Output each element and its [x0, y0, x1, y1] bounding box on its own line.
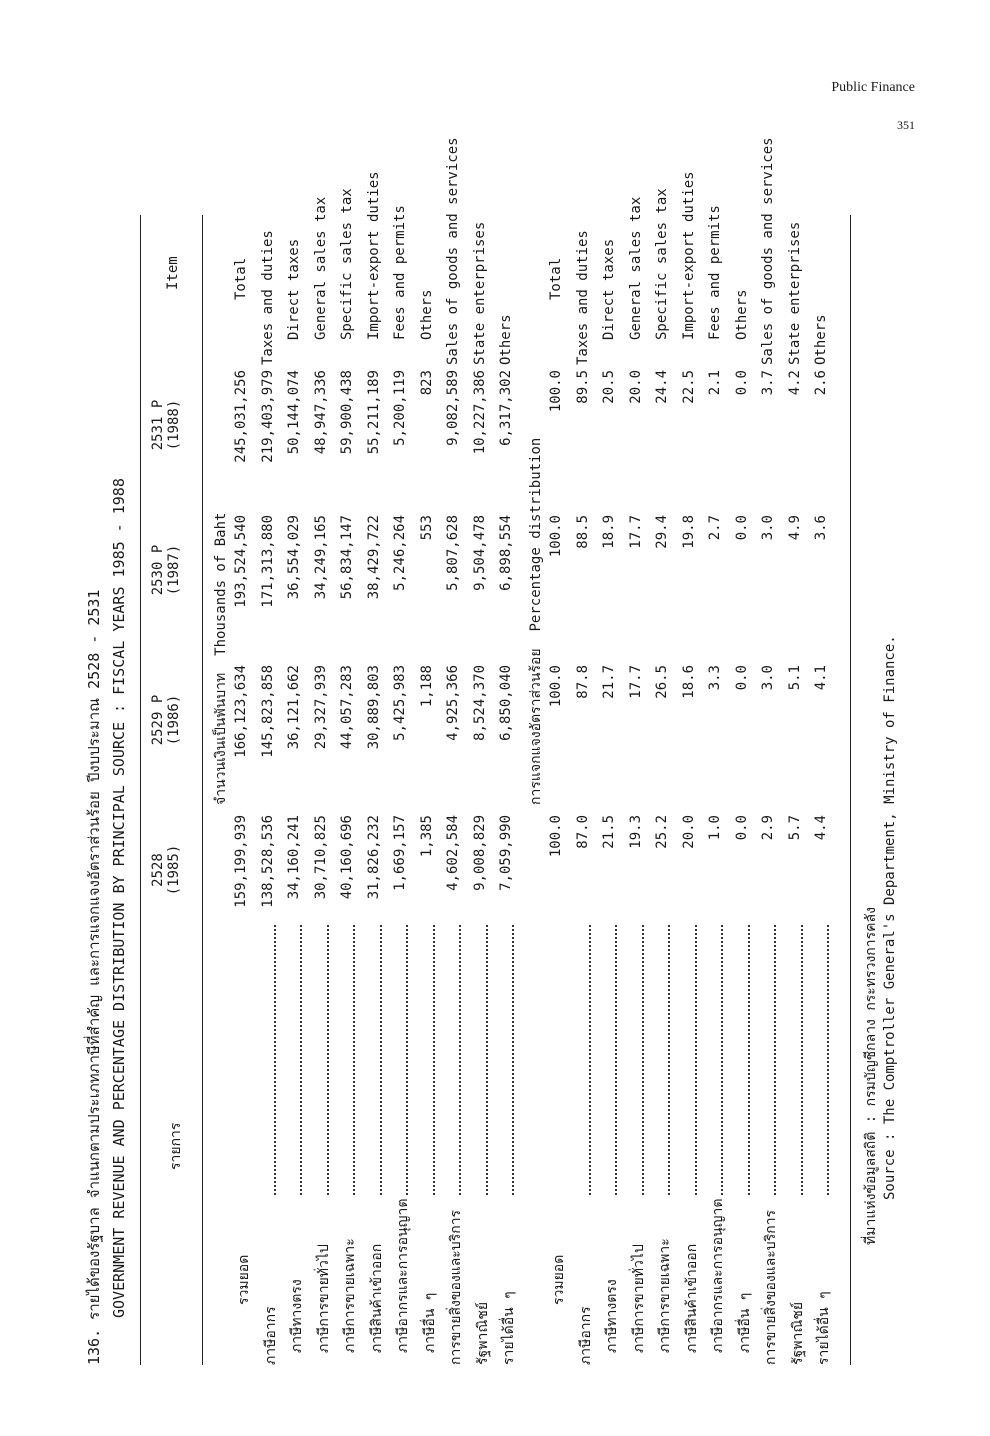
table-cell: 34,249,165 — [312, 515, 329, 600]
page-number: 351 — [897, 118, 915, 132]
table-cell: 30,889,803 — [365, 665, 382, 750]
table-cell: 2.6 — [813, 370, 829, 396]
year-header-1986: 2529 P (1986) — [150, 694, 182, 746]
table-cell: 5.1 — [786, 665, 803, 691]
row-label-thai: การขายสิ่งของและบริการ — [448, 1209, 464, 1365]
year-header-1988: 2531 P (1988) — [150, 399, 182, 451]
table-cell: 88.5 — [574, 515, 591, 549]
table-cell: 87.0 — [574, 815, 591, 849]
table-cell: 0.0 — [733, 515, 750, 541]
section-values-caption: จำนวนเงินเป็นพันบาท Thousands of Baht — [213, 512, 229, 805]
row-label-english: Others — [733, 289, 750, 340]
source-english: Source : The Comptroller General's Department, Ministry of Finance. — [882, 635, 898, 1200]
table-cell: 21.5 — [601, 815, 617, 849]
leader-dots — [394, 925, 408, 1195]
table-cell: 1,188 — [418, 665, 435, 708]
row-label-thai: ภาษีทางตรง — [289, 1279, 305, 1353]
table-cell: 2.7 — [707, 515, 723, 541]
table-cell: 9,504,478 — [471, 515, 488, 591]
leader-dots — [368, 925, 382, 1195]
table-cell: 19.3 — [627, 815, 644, 849]
table-cell: 0.0 — [733, 665, 750, 691]
table-cell: 166,123,634 — [233, 665, 249, 758]
leader-dots — [762, 925, 776, 1195]
row-label-english: Specific sales tax — [339, 188, 355, 340]
row-label-thai: ภาษีสินค้าเข้าออก — [683, 1243, 700, 1353]
row-label-thai: รายได้อื่น ๆ — [501, 1291, 517, 1365]
row-label-thai: ภาษีการขายเฉพาะ — [657, 1238, 673, 1353]
header-rule — [202, 215, 203, 1365]
table-cell: 4.4 — [813, 815, 829, 841]
leader-dots — [447, 925, 461, 1195]
table-cell: 36,554,029 — [286, 515, 302, 600]
leader-dots — [709, 925, 723, 1195]
table-cell: 9,008,829 — [471, 815, 488, 891]
english-item-header: Item — [165, 256, 181, 290]
section-name: Public Finance — [831, 80, 915, 95]
leader-dots — [421, 925, 435, 1195]
table-cell: 56,834,147 — [339, 515, 355, 600]
row-label-english: Fees and permits — [392, 205, 408, 340]
table-cell: 50,144,074 — [286, 370, 302, 455]
title-thai-text: รายได้ของรัฐบาล จำแนกตามประเภทภาษีที่สำคัญ และการแจกแจงอัตราส่วนร้อย ปีงบประมาณ 2528 - 2531 — [85, 589, 103, 1320]
table-cell: 100.0 — [548, 515, 564, 558]
table-cell: 1,385 — [418, 815, 435, 858]
table-cell: 4.1 — [813, 665, 829, 691]
table-cell: 245,031,256 — [233, 370, 249, 463]
row-label-english: Direct taxes — [286, 238, 302, 340]
row-label-thai: รัฐพาณิชย์ — [789, 1301, 806, 1365]
row-label-english: General sales tax — [312, 196, 329, 340]
leader-dots — [315, 925, 329, 1195]
table-cell: 89.5 — [574, 370, 591, 404]
table-cell: 5,425,983 — [392, 665, 408, 741]
row-label-thai: ภาษีอากร — [262, 1306, 279, 1365]
leader-dots — [736, 925, 750, 1195]
row-label-english: Sales of goods and services — [760, 137, 776, 365]
table-cell: 5,246,264 — [392, 515, 408, 591]
table-cell: 44,057,283 — [339, 665, 355, 750]
leader-dots — [341, 925, 355, 1195]
row-label-thai: ภาษีการขายทั่วไป — [315, 1244, 332, 1353]
thai-item-header: รายการ — [168, 1122, 184, 1170]
table-cell: 100.0 — [548, 815, 564, 858]
table-cell: 0.0 — [733, 815, 750, 841]
table-cell: 3.3 — [707, 665, 723, 691]
table-cell: 29,327,939 — [312, 665, 329, 750]
table-cell: 25.2 — [654, 815, 670, 849]
top-rule — [140, 215, 141, 1365]
table-cell: 553 — [418, 515, 435, 541]
row-label-thai: ภาษีการขายเฉพาะ — [342, 1238, 358, 1353]
table-cell: 4,602,584 — [445, 815, 461, 891]
table-cell: 5,200,119 — [392, 370, 408, 446]
table-cell: 34,160,241 — [286, 815, 302, 900]
table-cell: 6,850,040 — [498, 665, 514, 741]
table-cell: 36,121,662 — [286, 665, 302, 750]
table-cell: 5.7 — [786, 815, 803, 841]
row-label-thai: รวมยอด — [551, 1254, 567, 1305]
table-cell: 17.7 — [627, 665, 644, 699]
table-cell: 0.0 — [733, 370, 750, 396]
table-cell: 3.0 — [760, 665, 776, 691]
table-cell: 20.0 — [627, 370, 644, 404]
leader-dots — [288, 925, 302, 1195]
table-cell: 823 — [418, 370, 435, 396]
row-label-thai: ภาษีอากร — [577, 1306, 594, 1365]
table-cell: 2.1 — [707, 370, 723, 396]
table-cell: 1.0 — [707, 815, 723, 841]
table-number: 136. — [85, 1328, 103, 1365]
leader-dots — [603, 925, 617, 1195]
row-label-english: State enterprises — [786, 221, 803, 365]
row-label-english: Sales of goods and services — [445, 137, 461, 365]
row-label-thai: รัฐพาณิชย์ — [474, 1301, 491, 1365]
table-cell: 40,160,696 — [339, 815, 355, 900]
row-label-thai: ภาษีอากรและการอนุญาต — [710, 1198, 726, 1353]
table-cell: 1,669,157 — [392, 815, 408, 891]
table-cell: 18.6 — [680, 665, 697, 699]
row-label-english: Taxes and duties — [574, 230, 591, 365]
row-label-thai: ภาษีทางตรง — [604, 1279, 620, 1353]
row-label-thai: ภาษีสินค้าเข้าออก — [368, 1243, 385, 1353]
table-cell: 4.9 — [786, 515, 803, 541]
row-label-english: Others — [498, 314, 514, 365]
table-cell: 24.4 — [654, 370, 670, 404]
table-cell: 171,313,880 — [259, 515, 276, 608]
row-label-english: Import-export duties — [365, 171, 382, 340]
row-label-thai: ภาษีอื่น ๆ — [421, 1292, 438, 1353]
rotated-table-page — [70, 85, 920, 1365]
table-cell: 29.4 — [654, 515, 670, 549]
row-label-english: State enterprises — [471, 221, 488, 365]
table-cell: 8,524,370 — [471, 665, 488, 741]
row-label-thai: ภาษีอื่น ๆ — [736, 1292, 753, 1353]
table-cell: 22.5 — [680, 370, 697, 404]
table-cell: 145,823,858 — [259, 665, 276, 758]
table-cell: 4.2 — [786, 370, 803, 396]
leader-dots — [815, 925, 829, 1195]
row-label-english: Others — [813, 314, 829, 365]
table-cell: 59,900,438 — [339, 370, 355, 455]
row-label-english: Taxes and duties — [259, 230, 276, 365]
source-thai: ที่มาแห่งข้อมูลสถิติ : กรมบัญชีกลาง กระทรวงการคลัง — [863, 907, 879, 1245]
table-cell: 20.0 — [680, 815, 697, 849]
row-label-thai: รวมยอด — [236, 1254, 252, 1305]
row-label-english: Fees and permits — [707, 205, 723, 340]
table-cell: 9,082,589 — [445, 370, 461, 446]
table-cell: 20.5 — [601, 370, 617, 404]
row-label-english: Import-export duties — [680, 171, 697, 340]
row-label-english: Direct taxes — [601, 238, 617, 340]
bottom-rule — [850, 215, 851, 1365]
section-percent-caption: การแจกแจงอัตราส่วนร้อย Percentage distribution — [528, 437, 544, 805]
leader-dots — [630, 925, 644, 1195]
table-cell: 138,528,536 — [259, 815, 276, 908]
table-cell: 193,524,540 — [233, 515, 249, 608]
table-cell: 7,059,990 — [498, 815, 514, 891]
leader-dots — [474, 925, 488, 1195]
leader-dots — [577, 925, 591, 1195]
table-cell: 19.8 — [680, 515, 697, 549]
table-cell: 6,317,302 — [498, 370, 514, 446]
table-cell: 17.7 — [627, 515, 644, 549]
year-header-1987: 2530 P (1987) — [150, 544, 182, 596]
row-label-thai: รายได้อื่น ๆ — [816, 1291, 832, 1365]
leader-dots — [262, 925, 276, 1195]
row-label-english: General sales tax — [627, 196, 644, 340]
year-header-1985: 2528 (1985) — [150, 844, 182, 896]
row-label-english: Total — [548, 257, 564, 300]
table-cell: 55,211,189 — [365, 370, 382, 455]
table-cell: 3.7 — [760, 370, 776, 396]
table-cell: 3.0 — [760, 515, 776, 541]
table-title-english: GOVERNMENT REVENUE AND PERCENTAGE DISTRIBUTION BY PRINCIPAL SOURCE : FISCAL YEARS 1985 - 1988 — [110, 478, 128, 1318]
table-cell: 4,925,366 — [445, 665, 461, 741]
leader-dots — [500, 925, 514, 1195]
table-cell: 5,807,628 — [445, 515, 461, 591]
table-cell: 100.0 — [548, 370, 564, 413]
table-cell: 21.7 — [601, 665, 617, 699]
row-label-english: Specific sales tax — [654, 188, 670, 340]
table-cell: 18.9 — [601, 515, 617, 549]
table-cell: 26.5 — [654, 665, 670, 699]
row-label-thai: ภาษีการขายทั่วไป — [630, 1244, 647, 1353]
table-cell: 2.9 — [760, 815, 776, 841]
row-label-english: Others — [418, 289, 435, 340]
leader-dots — [789, 925, 803, 1195]
table-cell: 100.0 — [548, 665, 564, 708]
table-cell: 38,429,722 — [365, 515, 382, 600]
table-cell: 87.8 — [574, 665, 591, 699]
leader-dots — [656, 925, 670, 1195]
row-label-thai: ภาษีอากรและการอนุญาต — [395, 1198, 411, 1353]
row-label-english: Total — [233, 257, 249, 300]
table-cell: 31,826,232 — [365, 815, 382, 900]
table-cell: 30,710,825 — [312, 815, 329, 900]
row-label-thai: การขายสิ่งของและบริการ — [763, 1209, 779, 1365]
table-cell: 219,403,979 — [259, 370, 276, 463]
table-cell: 6,898,554 — [498, 515, 514, 591]
table-cell: 10,227,386 — [471, 370, 488, 455]
leader-dots — [683, 925, 697, 1195]
table-cell: 48,947,336 — [312, 370, 329, 455]
table-cell: 159,199,939 — [233, 815, 249, 908]
table-cell: 3.6 — [813, 515, 829, 541]
table-title-thai — [82, 590, 106, 1365]
